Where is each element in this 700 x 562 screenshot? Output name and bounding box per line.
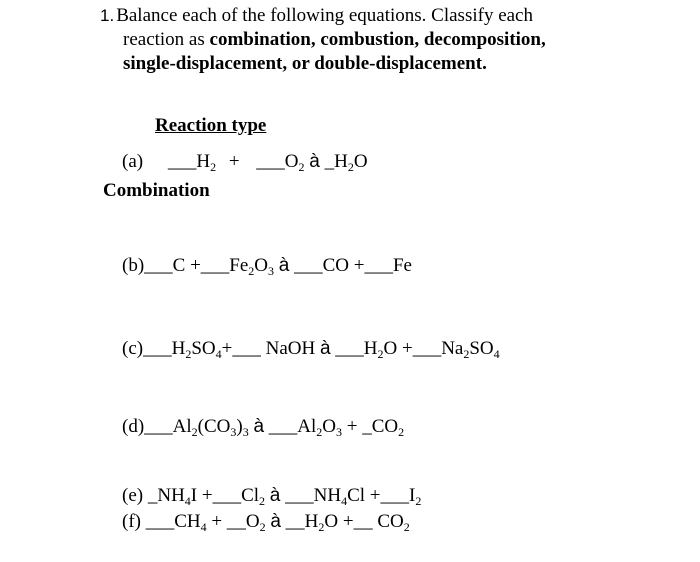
subscript: 2 <box>191 425 198 439</box>
classification-answer-a <box>103 179 210 203</box>
formula-text: O <box>284 151 299 172</box>
subscript: 2 <box>463 347 470 361</box>
answer-blank: _ <box>324 151 335 172</box>
answer-blank: ___ <box>167 151 197 172</box>
formula-text: NaOH <box>265 338 316 359</box>
answer-blank: ___ <box>380 485 409 506</box>
subscript: 4 <box>184 494 191 508</box>
equation-e <box>122 484 421 508</box>
question-intro: Balance each of the following equations. Classify each <box>116 5 533 26</box>
formula-text: O <box>322 416 337 437</box>
subscript: 2 <box>316 425 323 439</box>
equation-label: (a) <box>122 151 144 172</box>
equation-label: (e) <box>122 485 144 506</box>
formula-text: Na <box>441 338 464 359</box>
subscript: 2 <box>398 425 405 439</box>
subscript: 2 <box>210 160 217 174</box>
subscript: 2 <box>185 347 192 361</box>
formula-text: I + <box>190 485 213 506</box>
question-line2-lead: reaction as <box>123 29 210 50</box>
reaction-arrow: à <box>269 485 281 506</box>
equation-label: (f) <box>122 511 141 532</box>
formula-text: H <box>196 151 211 172</box>
answer-blank: __ <box>353 511 373 532</box>
formula-text: (CO <box>197 416 231 437</box>
answer-blank: _ <box>362 416 372 437</box>
answer-blank: ___ <box>200 255 230 276</box>
answer-blank: ___ <box>268 416 298 437</box>
subscript: 3 <box>268 264 275 278</box>
subscript: 2 <box>298 160 305 174</box>
subscript: 3 <box>230 425 237 439</box>
plus-sign: + <box>346 416 358 437</box>
formula-text: Al <box>297 416 317 437</box>
formula-text: H <box>363 338 378 359</box>
formula-text: CH <box>174 511 201 532</box>
answer-blank: ___ <box>294 255 323 276</box>
question-line-2 <box>123 28 546 52</box>
formula-text: Fe <box>229 255 249 276</box>
reaction-arrow: à <box>309 151 320 172</box>
equation-a <box>122 150 368 174</box>
subscript: 4 <box>341 494 348 508</box>
answer-blank: __ <box>226 511 246 532</box>
formula-text: H <box>171 338 186 359</box>
reaction-arrow: à <box>319 338 331 359</box>
reaction-arrow: à <box>253 416 265 437</box>
formula-text: CO + <box>322 255 365 276</box>
answer-blank: ___ <box>256 151 285 172</box>
formula-text: Cl <box>241 485 260 506</box>
answer-blank: ___ <box>364 255 393 276</box>
formula-text: CO <box>377 511 404 532</box>
equation-d <box>122 415 404 439</box>
answer-blank: ___ <box>144 416 173 437</box>
subscript: 4 <box>215 347 222 361</box>
answer-blank: ___ <box>145 511 175 532</box>
equation-label: (d) <box>122 416 145 437</box>
formula-text: O + <box>324 511 354 532</box>
subscript: 2 <box>415 494 422 508</box>
answer-blank: ___ <box>144 255 173 276</box>
equation-b <box>122 254 412 278</box>
subscript: 2 <box>377 347 384 361</box>
equation-f <box>122 510 410 534</box>
formula-text: CO <box>371 416 399 437</box>
subscript: 2 <box>259 520 266 534</box>
question-intro-line <box>100 4 533 28</box>
answer-blank: ___ <box>232 338 261 359</box>
formula-text: H <box>334 151 348 172</box>
reaction-arrow: à <box>278 255 290 276</box>
formula-text: NH <box>313 485 342 506</box>
formula-text: SO <box>469 338 494 359</box>
formula-text: H <box>304 511 319 532</box>
formula-text: O + <box>383 338 413 359</box>
classification-text: Combination <box>103 180 210 201</box>
answer-blank: ___ <box>212 485 242 506</box>
subscript: 3 <box>336 425 343 439</box>
answer-blank: ___ <box>335 338 364 359</box>
subscript: 2 <box>403 520 410 534</box>
formula-text: ) <box>236 416 243 437</box>
subscript: 2 <box>259 494 266 508</box>
reaction-type-heading: Reaction type <box>155 115 267 136</box>
answer-blank: ___ <box>412 338 442 359</box>
equation-label: (c) <box>122 338 144 359</box>
plus-sign: + <box>211 511 223 532</box>
formula-text: NH <box>157 485 185 506</box>
question-number: 1. <box>100 6 115 25</box>
formula-text: I <box>409 485 416 506</box>
reaction-arrow: à <box>270 511 281 532</box>
formula-text: Al <box>172 416 192 437</box>
subscript: 2 <box>347 160 354 174</box>
answer-blank: ___ <box>143 338 172 359</box>
formula-text: C + <box>172 255 201 276</box>
reaction-types-part2: single-displacement, or double-displacement. <box>123 53 487 74</box>
plus-sign: + <box>228 151 240 172</box>
formula-text: O <box>254 255 269 276</box>
formula-text: SO <box>191 338 216 359</box>
subscript: 2 <box>248 264 255 278</box>
formula-text: O <box>245 511 260 532</box>
formula-text: O <box>353 151 368 172</box>
answer-blank: __ <box>285 511 305 532</box>
answer-blank: _ <box>147 485 158 506</box>
formula-text: Fe <box>392 255 412 276</box>
subscript: 2 <box>318 520 325 534</box>
reaction-types-part1: combination, combustion, decomposition, <box>209 29 546 50</box>
question-line-3 <box>123 52 487 76</box>
formula-text: Cl + <box>347 485 381 506</box>
equation-c <box>122 337 500 361</box>
subscript: 4 <box>493 347 500 361</box>
subscript: 3 <box>242 425 249 439</box>
answer-blank: ___ <box>285 485 314 506</box>
equation-label: (b) <box>122 255 145 276</box>
plus-sign: + <box>221 338 233 359</box>
subscript: 4 <box>200 520 207 534</box>
